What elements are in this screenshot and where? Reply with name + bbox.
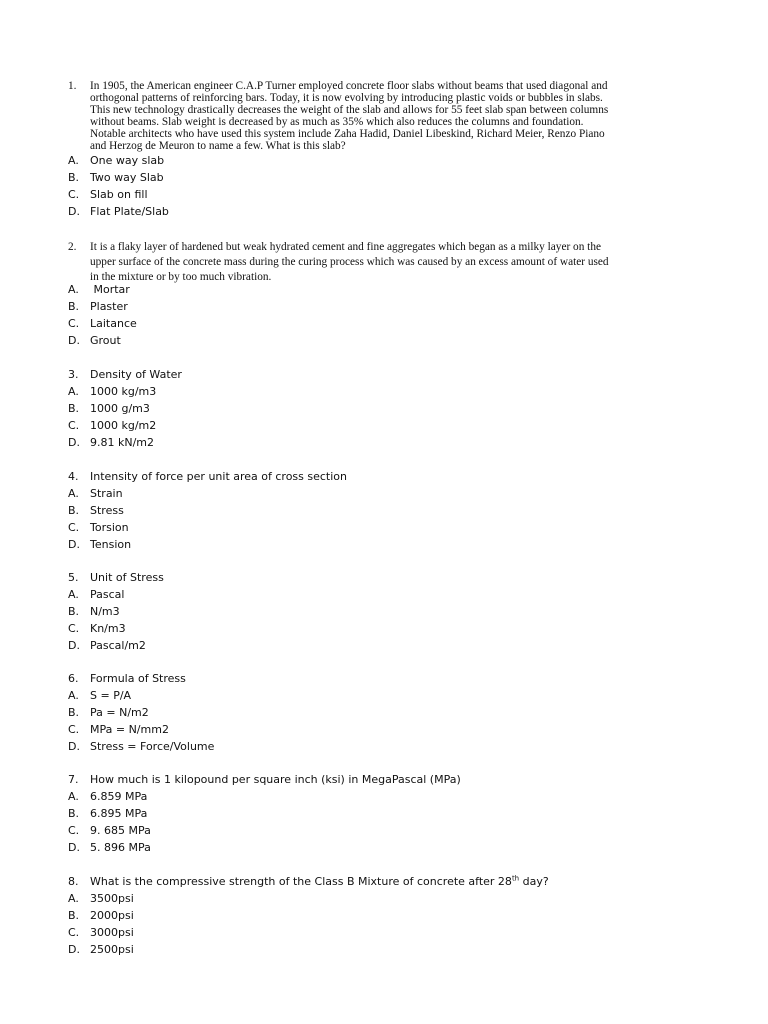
question-text: In 1905, the American engineer C.A.P Turner employed concrete floor slabs without beams that used diagonal and orthogonal patterns of reinforcing bars. Today, it is now evolving by introducing plastic voids or bubbles in slabs. This new technology drastically decreases the weight of the slab and allows for 55 feet slab span between columns without beams. Slab weight is decreased by as much as 35% which also reduces the columns and foundation. Notable architects who have used this system include Zaha Hadid, Daniel Libeskind, Richard Meier, Renzo Piano and Herzog de Meuron to name a few. What is this slab? [90,80,609,152]
question-number: 1. [68,80,77,92]
question-text: It is a flaky layer of hardened but weak hydrated cement and fine aggregates which began as a milky layer on the upper surface of the concrete mass during the curing process which was caused by an excess amount of water used in the mixture or by too much vibration. [90,241,609,283]
question-number: 5. [68,571,79,584]
question-number: 4. [68,470,79,483]
question-text: What is the compressive strength of the Class B Mixture of concrete after 28th day? [90,874,549,888]
question-number: 2. [68,241,77,253]
document-page: 1. In 1905, the American engineer C.A.P Turner employed concrete floor slabs without beams that used diagonal and orthogonal patterns of reinforcing bars. Today, it is now evolving by introducing plastic voids or bubbles in slabs. This new technology drastically decreases the weight of the slab and allows for 55 feet slab span between columns without beams. Slab weight is decreased by as much as 35% which also reduces the columns and foundation. Notable architects who have used this system include Zaha Hadid, Daniel Libeskind, Richard Meier, Renzo Piano and Herzog de Meuron to name a few. What is this slab? A. One way slab B. Two way Slab C. Slab on fill D. Flat Plate/Slab 2. It is a flaky layer of hardened but weak hydrated cement and fine aggregates which began as a milky layer on the upper surface of the concrete mass during the curing process which was caused by an excess amount of water used in the mixture or by too much vibration. A. Mortar B. Plaster C. Laitance D. Grout 3. Density of Water A. 1000 kg/m3 B. 1000 g/m3 C. 1000 kg/m2 D. 9.81 kN/m2 4. Intensity of force per unit area of cross section A. Strain B. Stress C. Torsion D. Tension 5. Unit of Stress A. Pascal B. N/m3 C. Kn/m3 D. Pascal/m2 6. Formula of Stress A. S = P/A B. Pa = N/m2 C. MPa = N/mm2 D. Stress = Force/Volume 7. How much is 1 kilopound per square inch (ksi) in MegaPascal (MPa) A. 6.859 MPa B. 6.895 MPa C. 9. 685 MPa D. 5. 896 MPa 8. What is the compressive strength of the Class B Mixture of concrete after 28th day? A. 3500psi B. 2000psi C. 3000psi D. 2500psi [68,80,609,956]
question-text: Intensity of force per unit area of cross section [90,470,348,483]
question-number: 3. [68,368,79,381]
question-number: 6. [68,672,79,685]
question-text: How much is 1 kilopound per square inch (ksi) in MegaPascal (MPa) [90,773,461,786]
question-text: Unit of Stress [90,571,164,584]
superscript: th [511,874,520,883]
question-number: 7. [68,773,79,786]
question-text: Formula of Stress [90,672,186,685]
question-number: 8. [68,875,79,888]
question-text: Density of Water [90,368,182,381]
